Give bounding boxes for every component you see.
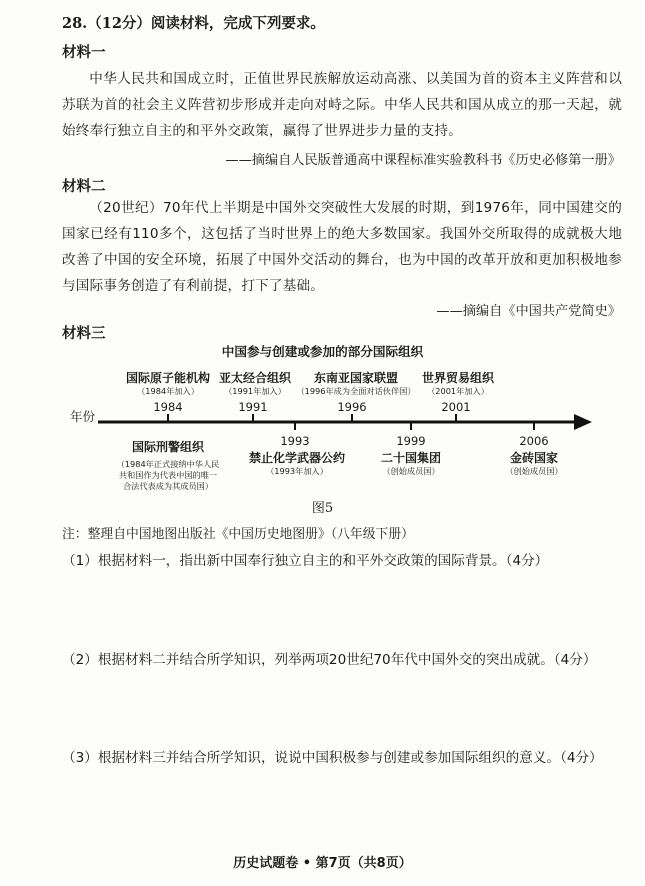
event-note: （创始成员国） xyxy=(505,466,563,476)
event-iaea xyxy=(126,369,210,397)
event-name: 二十国集团 xyxy=(380,451,442,465)
event-note: （1991年加入） xyxy=(224,386,286,396)
material2-paragraph: （20世纪）70年代上半期是中国外交突破性大发展的时期，到1976年，同中国建交的国家已经有110多个，这包括了当时世界上的绝大多数国家。我国外交所取得的成就极大地改善了中国的安全环境，拓展了中国外交活动的舞台，也为中国的改革开放和更加积极地参与国际事务创造了有利前提，打下了基础。 xyxy=(62,200,622,294)
sub-question-2: （2）根据材料二并结合所学知识，列举两项20世纪70年代中国外交的突出成就。（4分） xyxy=(62,652,597,668)
event-note: （2001年加入） xyxy=(427,386,489,396)
year-1996: 1996 xyxy=(337,400,367,414)
material3-label: 材料三 xyxy=(62,325,106,342)
event-note: （1993年加入） xyxy=(266,466,328,476)
timeline-title: 中国参与创建或参加的部分国际组织 xyxy=(221,344,424,359)
event-name: 世界贸易组织 xyxy=(421,371,495,385)
year-1991: 1991 xyxy=(238,400,268,414)
event-name: 东南亚国家联盟 xyxy=(313,371,398,385)
material1-label: 材料一 xyxy=(62,44,106,61)
event-name: 金砖国家 xyxy=(509,451,559,465)
event-wto xyxy=(422,369,494,397)
material1-paragraph: 中华人民共和国成立时，正值世界民族解放运动高涨、以美国为首的资本主义阵营和以苏联为首的社会主义阵营初步形成并走向对峙之际。中华人民共和国从成立的那一天起，就始终奉行独立自主的和平外交政策，赢得了世界进步力量的支持。 xyxy=(62,71,622,139)
year-1999: 1999 xyxy=(396,434,426,448)
question-header: 28.（12分）阅读材料，完成下列要求。 xyxy=(62,15,325,32)
event-name: 国际原子能机构 xyxy=(125,371,211,385)
year-2006: 2006 xyxy=(519,434,549,448)
event-g20 xyxy=(381,449,441,477)
event-name: 国际刑警组织 xyxy=(131,440,204,454)
event-name: 亚太经合组织 xyxy=(218,371,292,385)
event-name: 禁止化学武器公约 xyxy=(248,451,346,465)
event-note: （创始成员国） xyxy=(382,466,440,476)
figure-note: 注：整理自中国地图出版社《中国历史地图册》（八年级下册） xyxy=(62,527,414,542)
event-brics xyxy=(505,449,562,477)
year-1993: 1993 xyxy=(280,434,310,448)
event-note: （1996年成为全面对话伙伴国） xyxy=(296,386,416,396)
event-asean xyxy=(296,369,415,397)
material2-label: 材料二 xyxy=(62,178,106,195)
figure-caption: 图5 xyxy=(311,501,334,516)
year-1984-top: 1984 xyxy=(153,400,183,414)
event-note: 共和国作为代表中国的唯一 xyxy=(118,470,218,480)
event-note: （1984年正式接纳中华人民 xyxy=(116,459,220,469)
event-note: 合法代表成为其成员国） xyxy=(122,481,214,491)
year-2001: 2001 xyxy=(441,400,471,414)
material2-source: ——摘编自《中国共产党简史》 xyxy=(436,304,621,319)
sub-question-3: （3）根据材料三并结合所学知识，说说中国积极参与创建或参加国际组织的意义。（4分） xyxy=(62,750,603,766)
event-apec xyxy=(219,369,291,397)
material1-source: ——摘编自人民版普通高中课程标准实验教科书《历史必修第一册》 xyxy=(225,153,621,168)
axis-label: 年份 xyxy=(70,409,96,424)
sub-question-1: （1）根据材料一，指出新中国奉行独立自主的和平外交政策的国际背景。（4分） xyxy=(62,553,549,569)
event-note: （1984年加入） xyxy=(137,386,199,396)
event-interpol xyxy=(117,438,220,492)
event-cwc xyxy=(249,449,345,477)
page-footer: 历史试题卷 • 第7页（共8页） xyxy=(233,856,412,871)
